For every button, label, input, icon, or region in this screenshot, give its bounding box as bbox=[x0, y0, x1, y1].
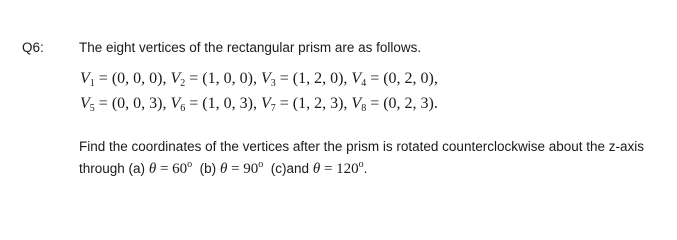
angle-b: $\theta = 90^o$ bbox=[219, 159, 264, 177]
vertex-line-1: $V_1 = (0$, 0, 0), $V_2 = (1$, 0, 0), $V_3 = (1$, 2, 0), $V_4 = (0$, 2, 0), bbox=[80, 70, 438, 89]
vertex-6: $V_6 = (1$, 0, 3) bbox=[170, 95, 253, 114]
question-prompt: The eight vertices of the rectangular prism are as follows. bbox=[79, 40, 422, 55]
question-number: Q6: bbox=[22, 40, 44, 55]
vertex-8: $V_8 = (0$, 2, 3) bbox=[351, 95, 434, 114]
vertex-line-2: $V_5 = (0$, 0, 3), $V_6 = (1$, 0, 3), $V_7 = (1$, 2, 3), $V_8 = (0$, 2, 3). bbox=[80, 95, 438, 114]
instruction-line-2: through (a) $\theta = 60^o$ (b) $\theta = 90^o$ (c)and $\theta = 120^o$. bbox=[79, 159, 368, 177]
vertex-7: $V_7 = (1$, 2, 3) bbox=[260, 95, 344, 114]
vertex-3: $V_3 = (1$, 2, 0) bbox=[260, 70, 344, 89]
vertex-5: $V_5 = (0$, 0, 3) bbox=[80, 95, 163, 114]
vertex-1: $V_1 = (0$, 0, 0) bbox=[80, 70, 163, 89]
vertex-2: $V_2 = (1$, 0, 0) bbox=[170, 70, 253, 89]
angle-c: $\theta = 120^o$ bbox=[312, 159, 364, 177]
vertex-4: $V_4 = (0$, 2, 0) bbox=[351, 70, 434, 89]
angle-a: $\theta = 60^o$ bbox=[148, 159, 193, 177]
instruction-line-1: Find the coordinates of the vertices after the prism is rotated counterclockwise about the z-axis bbox=[79, 139, 645, 154]
